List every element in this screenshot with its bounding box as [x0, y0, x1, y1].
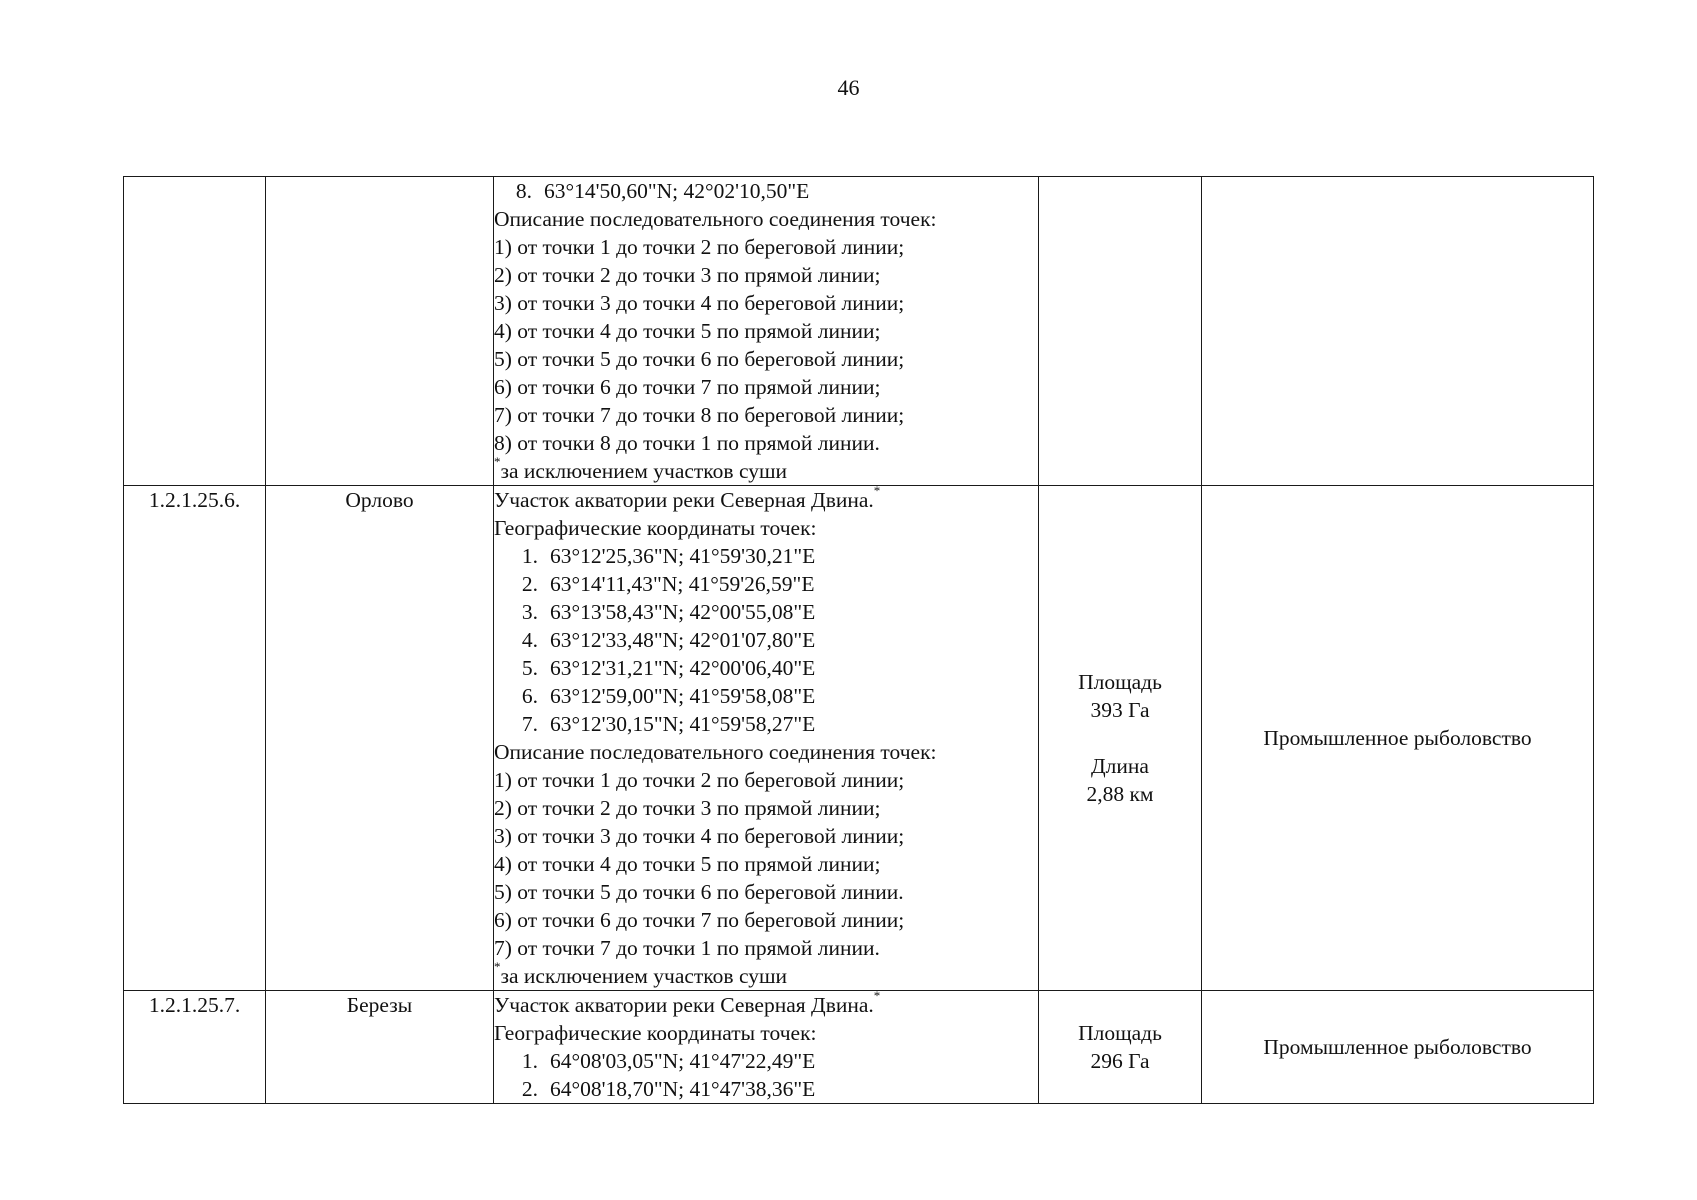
coordinate-value: 63°12'33,48"N; 42°01'07,80"E [550, 628, 816, 652]
connection-description-title: Описание последовательного соединения точек: [494, 740, 937, 764]
coordinate-line [494, 710, 1038, 738]
page-number: 46 [837, 75, 860, 100]
footnote-mark: * [873, 483, 881, 498]
coordinate-line [494, 626, 1038, 654]
coordinate-index: 1. [521, 544, 538, 568]
coordinate-line [494, 682, 1038, 710]
coordinate-line [494, 654, 1038, 682]
description-cell [494, 988, 1039, 1104]
coordinate-value: 63°12'59,00"N; 41°59'58,08"E [550, 684, 816, 708]
table-row [124, 991, 1594, 1104]
coordinate-index: 8. [515, 179, 532, 203]
coordinate-index: 2. [521, 1077, 538, 1101]
size-cell [1039, 177, 1202, 486]
area-value: 393 Га [1090, 698, 1150, 722]
coordinate-value: 63°14'50,60"N; 42°02'10,50"E [544, 179, 810, 203]
usage-cell [1202, 177, 1594, 486]
table-row [124, 486, 1594, 991]
usage-cell: Промышленное рыболовство [1202, 991, 1594, 1104]
coordinate-line [494, 598, 1038, 626]
coordinate-value: 63°12'31,21"N; 42°00'06,40"E [550, 656, 816, 680]
connection-line: 1) от точки 1 до точки 2 по береговой линии; [494, 768, 905, 792]
coordinate-value: 63°12'30,15"N; 41°59'58,27"E [550, 712, 816, 736]
fishing-areas-table [123, 176, 1594, 1104]
row-number-cell [124, 177, 266, 486]
footnote-mark: * [873, 988, 881, 1003]
footnote [494, 959, 1038, 990]
connection-line: 1) от точки 1 до точки 2 по береговой линии; [494, 235, 905, 259]
connection-line: 2) от точки 2 до точки 3 по прямой линии; [494, 796, 881, 820]
connection-line: 6) от точки 6 до точки 7 по прямой линии; [494, 375, 881, 399]
area-intro-text: Участок акватории реки Северная Двина. [494, 993, 874, 1017]
area-label: Площадь [1078, 670, 1162, 694]
connection-line: 6) от точки 6 до точки 7 по береговой линии; [494, 908, 905, 932]
coordinates-title: Географические координаты точек: [494, 1021, 817, 1045]
connection-line: 4) от точки 4 до точки 5 по прямой линии; [494, 319, 881, 343]
table-row [124, 177, 1594, 486]
description-cell [494, 177, 1039, 486]
coordinate-index: 3. [521, 600, 538, 624]
length-value: 2,88 км [1086, 782, 1154, 806]
usage-cell: Промышленное рыболовство [1202, 486, 1594, 991]
coordinate-line [494, 542, 1038, 570]
size-cell [1039, 991, 1202, 1104]
area-intro [494, 988, 1038, 1019]
coordinate-index: 2. [521, 572, 538, 596]
footnote-mark: * [494, 454, 501, 469]
row-number-cell: 1.2.1.25.6. [124, 486, 266, 991]
coordinate-line [494, 1047, 1038, 1075]
description-cell [494, 483, 1039, 991]
connection-line: 5) от точки 5 до точки 6 по береговой линии; [494, 347, 905, 371]
footnote-text: за исключением участков суши [500, 459, 788, 483]
coordinate-value: 64°08'18,70"N; 41°47'38,36"E [550, 1077, 816, 1101]
area-intro-text: Участок акватории реки Северная Двина. [494, 488, 874, 512]
footnote [494, 454, 1038, 485]
coordinate-line [494, 570, 1038, 598]
connection-line: 3) от точки 3 до точки 4 по береговой линии; [494, 291, 905, 315]
coordinate-index: 1. [521, 1049, 538, 1073]
connection-line: 3) от точки 3 до точки 4 по береговой линии; [494, 824, 905, 848]
area-intro [494, 483, 1038, 514]
coordinate-value: 63°13'58,43"N; 42°00'55,08"E [550, 600, 816, 624]
coordinate-value: 63°14'11,43"N; 41°59'26,59"E [550, 572, 815, 596]
size-spacer [1039, 724, 1201, 752]
coordinate-index: 4. [521, 628, 538, 652]
length-label: Длина [1091, 754, 1149, 778]
site-name-cell [266, 177, 494, 486]
area-label: Площадь [1078, 1021, 1162, 1045]
coordinate-line [494, 1075, 1038, 1103]
footnote-mark: * [494, 959, 501, 974]
coordinate-index: 7. [521, 712, 538, 736]
connection-line: 5) от точки 5 до точки 6 по береговой линии. [494, 880, 904, 904]
coordinate-value: 64°08'03,05"N; 41°47'22,49"E [550, 1049, 816, 1073]
coordinate-index: 5. [521, 656, 538, 680]
connection-line: 4) от точки 4 до точки 5 по прямой линии; [494, 852, 881, 876]
coordinate-line [494, 177, 1038, 205]
footnote-text: за исключением участков суши [500, 964, 788, 988]
row-number-cell: 1.2.1.25.7. [124, 991, 266, 1104]
coordinate-value: 63°12'25,36"N; 41°59'30,21"E [550, 544, 816, 568]
coordinates-title: Географические координаты точек: [494, 516, 817, 540]
coordinate-index: 6. [521, 684, 538, 708]
site-name-cell: Березы [266, 991, 494, 1104]
site-name-cell: Орлово [266, 486, 494, 991]
connection-line: 7) от точки 7 до точки 8 по береговой линии; [494, 403, 905, 427]
connection-line: 2) от точки 2 до точки 3 по прямой линии; [494, 263, 881, 287]
area-value: 296 Га [1090, 1049, 1150, 1073]
connection-line: 8) от точки 8 до точки 1 по прямой линии. [494, 431, 880, 455]
connection-line: 7) от точки 7 до точки 1 по прямой линии. [494, 936, 880, 960]
connection-description-title: Описание последовательного соединения точек: [494, 207, 937, 231]
size-cell [1039, 486, 1202, 991]
